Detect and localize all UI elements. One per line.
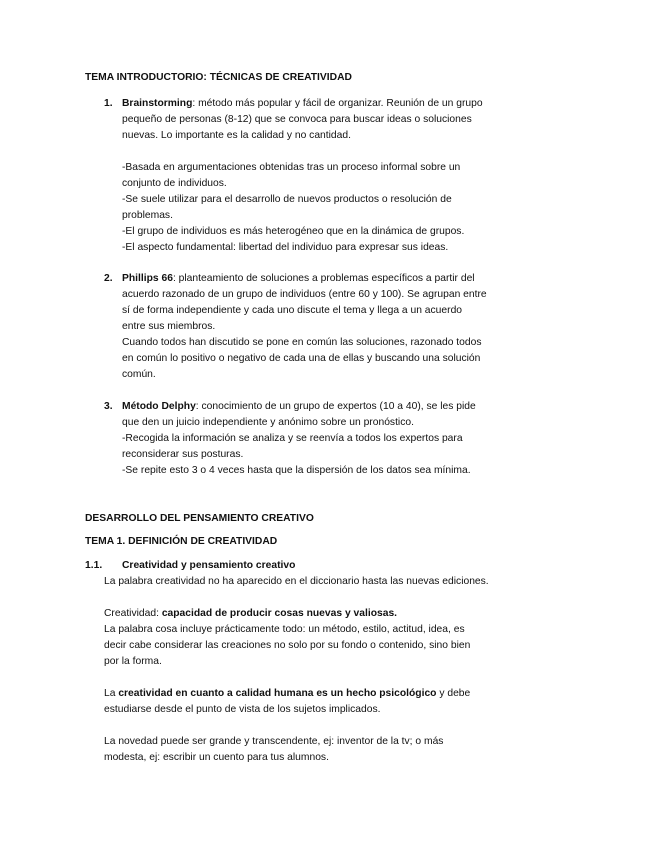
paragraph-3-line-1: La palabra cosa incluye prácticamente todo: un método, estilo, actitud, idea, es xyxy=(104,624,465,635)
paragraph-5-line-1: La novedad puede ser grande y transcendente, ej: inventor de la tv; o más xyxy=(104,736,444,747)
phillips-line-2: acuerdo razonado de un grupo de individuos (entre 60 y 100). Se agrupan entre xyxy=(122,289,487,300)
delphy-line-3: -Recogida la información se analiza y se reenvía a todos los expertos para xyxy=(122,433,463,444)
tema-heading: TEMA 1. DEFINICIÓN DE CREATIVIDAD xyxy=(85,536,278,547)
paragraph-5-line-2: modesta, ej: escribir un cuento para tus alumnos. xyxy=(104,752,329,763)
brainstorming-detail-1: -Basada en argumentaciones obtenidas tras un proceso informal sobre un xyxy=(122,162,461,173)
brainstorming-detail-6: -El aspecto fundamental: libertad del individuo para expresar sus ideas. xyxy=(122,242,449,253)
delphy-line-4: reconsiderar sus posturas. xyxy=(122,449,244,460)
term-phillips: Phillips 66 xyxy=(122,273,173,284)
phillips-line-6: en común lo positivo o negativo de cada una de ellas y buscando una solución xyxy=(122,353,481,364)
list-number-3: 3. xyxy=(104,401,113,412)
term-brainstorming: Brainstorming xyxy=(122,98,193,109)
brainstorming-line-1: Brainstorming: método más popular y fácil de organizar. Reunión de un grupo xyxy=(122,98,483,109)
list-number-2: 2. xyxy=(104,273,113,284)
delphy-line-1: Método Delphy: conocimiento de un grupo de expertos (10 a 40), se les pide xyxy=(122,401,476,412)
paragraph-3-line-3: por la forma. xyxy=(104,656,162,667)
paragraph-2: Creatividad: capacidad de producir cosas nuevas y valiosas. xyxy=(104,608,398,619)
psychological-fact-bold: creatividad en cuanto a calidad humana es un hecho psicológico xyxy=(118,688,437,699)
section-title: Creatividad y pensamiento creativo xyxy=(122,560,296,571)
paragraph-4-line-1: La creatividad en cuanto a calidad humana es un hecho psicológico y debe xyxy=(104,688,471,699)
paragraph-4-line-2: estudiarse desde el punto de vista de los sujetos implicados. xyxy=(104,704,381,715)
intro-heading: TEMA INTRODUCTORIO: TÉCNICAS DE CREATIVIDAD xyxy=(85,72,352,83)
brainstorming-line-2: pequeño de personas (8-12) que se convoca para buscar ideas o soluciones xyxy=(122,114,472,125)
delphy-line-2: que den un juicio independiente y anónimo sobre un pronóstico. xyxy=(122,417,414,428)
paragraph-3-line-2: decir cabe considerar las creaciones no solo por su fondo o contenido, sino bien xyxy=(104,640,471,651)
phillips-line-5: Cuando todos han discutido se pone en común las soluciones, razonado todos xyxy=(122,337,482,348)
delphy-line-5: -Se repite esto 3 o 4 veces hasta que la dispersión de los datos sea mínima. xyxy=(122,465,471,476)
brainstorming-detail-2: conjunto de individuos. xyxy=(122,178,227,189)
list-number-1: 1. xyxy=(104,98,113,109)
term-delphy: Método Delphy xyxy=(122,401,196,412)
development-heading: DESARROLLO DEL PENSAMIENTO CREATIVO xyxy=(85,513,314,524)
paragraph-1: La palabra creatividad no ha aparecido en el diccionario hasta las nuevas ediciones. xyxy=(104,576,489,587)
section-number: 1.1. xyxy=(85,560,103,571)
brainstorming-detail-3: -Se suele utilizar para el desarrollo de nuevos productos o resolución de xyxy=(122,194,452,205)
phillips-line-4: entre sus miembros. xyxy=(122,321,216,332)
brainstorming-detail-4: problemas. xyxy=(122,210,173,221)
definition-bold: capacidad de producir cosas nuevas y valiosas. xyxy=(161,608,398,619)
phillips-line-1: Phillips 66: planteamiento de soluciones a problemas específicos a partir del xyxy=(122,273,475,284)
phillips-line-7: común. xyxy=(122,369,156,380)
brainstorming-detail-5: -El grupo de individuos es más heterogéneo que en la dinámica de grupos. xyxy=(122,226,465,237)
brainstorming-line-3: nuevas. Lo importante es la calidad y no cantidad. xyxy=(122,130,351,141)
phillips-line-3: sí de forma independiente y cada uno discute el tema y llega a un acuerdo xyxy=(122,305,463,316)
